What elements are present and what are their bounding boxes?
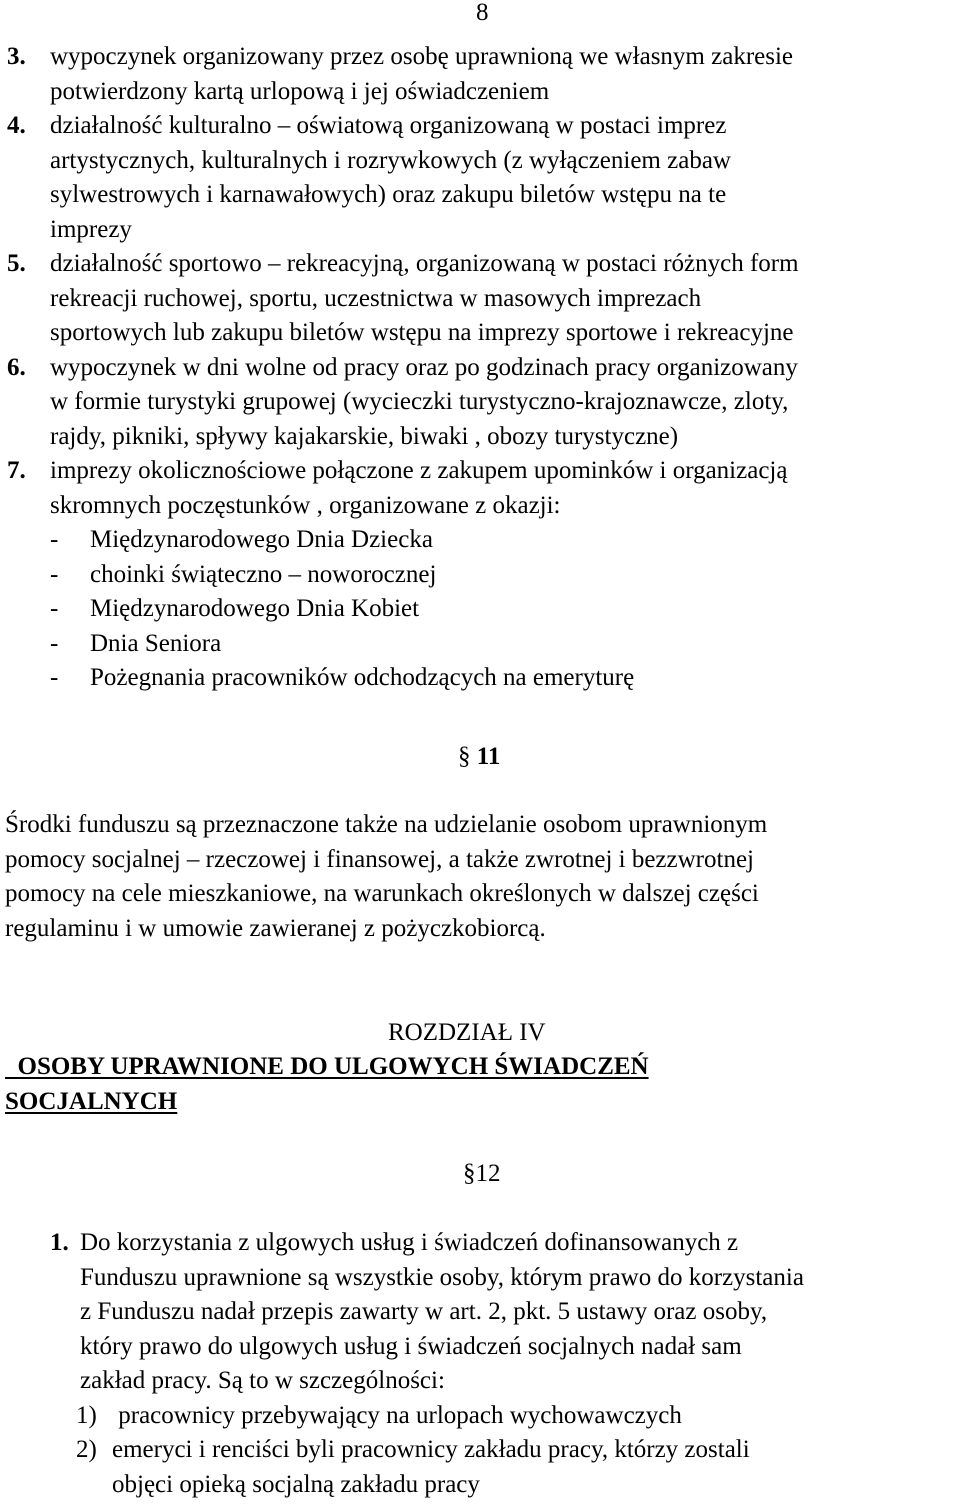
subitem-text: emeryci i renciści byli pracownicy zakładu pracy, którzy zostali	[112, 1436, 750, 1463]
section-symbol: §	[463, 1160, 476, 1187]
list-item-text: Funduszu uprawnione są wszystkie osoby, którym prawo do korzystania	[80, 1263, 804, 1291]
occasion-item: - Międzynarodowego Dnia Kobiet	[50, 595, 420, 622]
paragraph-line: Środki funduszu są przeznaczone także na udzielanie osobom uprawnionym	[5, 811, 768, 838]
section-number: 12	[475, 1160, 501, 1187]
list-item-number: 6.	[7, 353, 26, 381]
list-item-text: działalność sportowo – rekreacyjną, organizowaną w postaci różnych form	[50, 250, 799, 277]
list-item-text: rekreacji ruchowej, sportu, uczestnictwa w masowych imprezach	[50, 284, 702, 312]
section-heading-12	[463, 1157, 501, 1192]
list-item-number: 1.	[50, 1229, 69, 1256]
subitem-text: pracownicy przebywający na urlopach wychowawczych	[112, 1401, 682, 1429]
occasion-text: Dnia Seniora	[90, 629, 222, 657]
eligibility-subitem-2	[0, 1433, 960, 1502]
subitem-text: objęci opieką socjalną zakładu pracy	[112, 1470, 480, 1498]
section-number: 11	[476, 743, 501, 770]
subitem-number: 1)	[76, 1401, 97, 1429]
eligibility-subitem-1	[0, 1399, 960, 1434]
occasion-text: choinki świąteczno – noworocznej	[90, 560, 437, 588]
eligibility-list	[0, 1226, 960, 1502]
occasion-text: Międzynarodowego Dnia Dziecka	[90, 526, 433, 553]
list-item-6	[0, 351, 960, 455]
list-item-number: 3.	[7, 43, 26, 70]
list-item-text: artystycznych, kulturalnych i rozrywkowych (z wyłączeniem zabaw	[50, 146, 731, 174]
list-item-number: 5.	[7, 250, 26, 277]
list-item-4	[0, 109, 960, 247]
chapter-title-line: OSOBY UPRAWNIONE DO ULGOWYCH ŚWIADCZEŃ	[5, 1053, 649, 1080]
page-number: 8	[476, 0, 489, 26]
list-item-text: rajdy, pikniki, spływy kajakarskie, biwaki , obozy turystyczne)	[50, 422, 679, 450]
list-item-text: w formie turystyki grupowej (wycieczki turystyczno-krajoznawcze, zloty,	[50, 388, 789, 415]
chapter-label: ROZDZIAŁ IV	[388, 1019, 546, 1046]
occasion-item: - choinki świąteczno – noworocznej	[50, 560, 437, 588]
list-item-number: 7.	[7, 457, 26, 484]
benefits-list	[0, 40, 960, 696]
list-item-text: działalność kulturalno – oświatową organizowaną w postaci imprez	[50, 112, 727, 139]
list-item-3	[0, 40, 960, 109]
section-symbol: §	[458, 743, 471, 770]
list-item-text: Do korzystania z ulgowych usług i świadczeń dofinansowanych z	[80, 1229, 739, 1256]
occasion-text: Międzynarodowego Dnia Kobiet	[90, 595, 420, 622]
occasion-item: - Pożegnania pracowników odchodzących na emeryturę	[50, 664, 635, 691]
list-item-7	[0, 454, 960, 696]
subitem-number: 2)	[76, 1436, 97, 1463]
occasion-text: Pożegnania pracowników odchodzących na emeryturę	[90, 664, 635, 691]
chapter-title	[5, 1050, 955, 1119]
occasion-item: - Dnia Seniora	[50, 629, 222, 657]
occasion-item: - Międzynarodowego Dnia Dziecka	[50, 526, 433, 553]
list-item-text: sylwestrowych i karnawałowych) oraz zakupu biletów wstępu na te	[50, 181, 727, 208]
eligibility-item-1	[0, 1226, 960, 1399]
paragraph-line: pomocy socjalnej – rzeczowej i finansowej, a także zwrotnej i bezzwrotnej	[5, 845, 754, 873]
list-item-text: sportowych lub zakupu biletów wstępu na imprezy sportowe i rekreacyjne	[50, 319, 794, 346]
paragraph-line: regulaminu i w umowie zawieranej z pożyczkobiorcą.	[5, 914, 546, 942]
paragraph-line: pomocy na cele mieszkaniowe, na warunkach określonych w dalszej części	[5, 880, 759, 907]
list-item-text: imprezy okolicznościowe połączone z zakupem upominków i organizacją	[50, 457, 788, 484]
paragraph-11	[5, 808, 955, 946]
list-item-number: 4.	[7, 112, 26, 139]
list-item-5	[0, 247, 960, 351]
list-item-text: zakład pracy. Są to w szczególności:	[80, 1367, 445, 1394]
list-item-text: potwierdzony kartą urlopową i jej oświadczeniem	[50, 77, 550, 105]
list-item-text: z Funduszu nadał przepis zawarty w art. 2, pkt. 5 ustawy oraz osoby,	[80, 1298, 768, 1325]
list-item-text: skromnych poczęstunków , organizowane z okazji:	[50, 491, 561, 519]
list-item-text: który prawo do ulgowych usług i świadczeń socjalnych nadał sam	[80, 1332, 742, 1360]
list-item-text: imprezy	[50, 215, 132, 243]
section-heading-11	[458, 740, 500, 775]
list-item-text: wypoczynek organizowany przez osobę uprawnioną we własnym zakresie	[50, 43, 794, 70]
list-item-text: wypoczynek w dni wolne od pracy oraz po godzinach pracy organizowany	[50, 353, 798, 381]
chapter-title-line: SOCJALNYCH	[5, 1087, 178, 1115]
